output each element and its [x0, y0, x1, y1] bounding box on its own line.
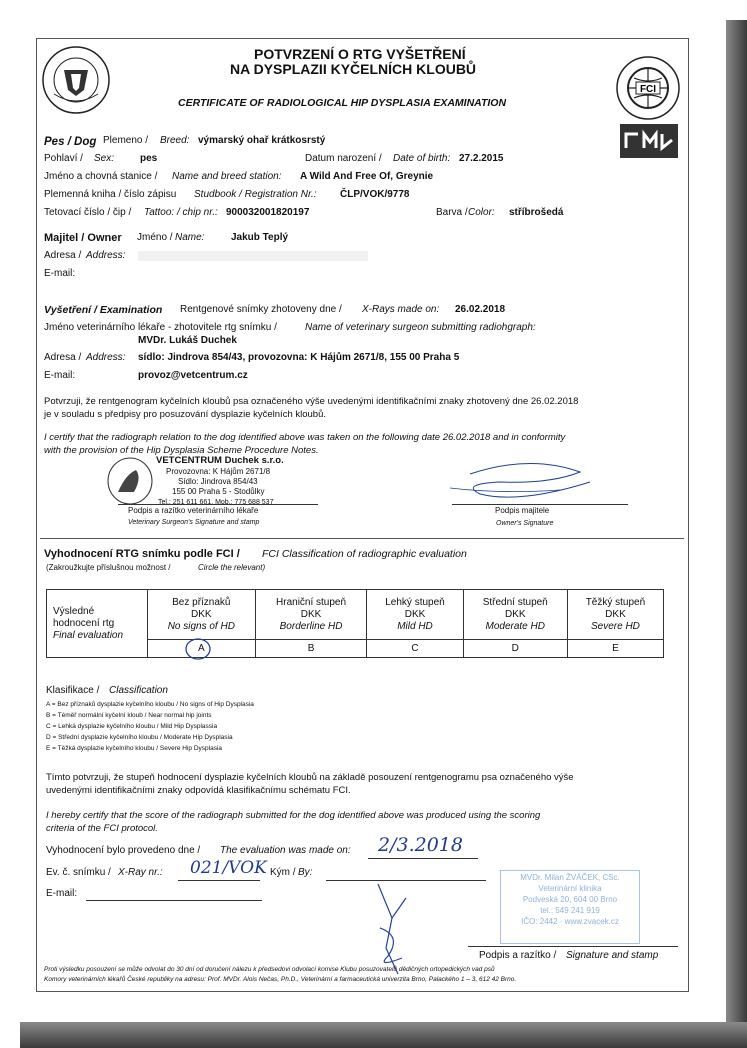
- classification-item-d: D = Střední dysplazie kyčelního kloubu / Moderate Hip Dysplasia: [46, 734, 233, 741]
- row-label-line1: Výsledné: [53, 605, 95, 617]
- by-label-cz: Kým /: [270, 867, 296, 878]
- sex-label-en: Sex:: [94, 153, 115, 164]
- footer-line2: Komory veterinárních lékařů České republiky na adresu: Prof. MVDr. Alois Nečas, Ph.D., Veterinární a farmaceutická univerzita Brno, Palackého 1 – 3, 612 42 Brno.: [44, 976, 517, 983]
- classification-item-e: E = Těžká dysplazie kyčelního kloubu / Severe Hip Dysplasia: [46, 745, 223, 752]
- grade-letter-a: A: [197, 642, 205, 654]
- grade-header-c: Lehký stupeň DKK Mild HD: [367, 590, 463, 640]
- studbook-label-cz: Plemenná kniha / číslo zápisu: [44, 189, 177, 200]
- grade-header-a: Bez příznaků DKK No signs of HD: [148, 590, 256, 640]
- tattoo-label-cz: Tetovací číslo / čip /: [44, 207, 132, 218]
- exam-section-label: Vyšetření / Examination: [44, 304, 163, 316]
- vet-stamp-line2: Provozovna: K Hájům 2671/8: [166, 467, 271, 476]
- breed-label-en: Breed:: [160, 135, 190, 146]
- name-label-cz: Jméno a chovná stanice /: [44, 171, 158, 182]
- evaluator-stamp-line1: MVDr. Milan ŽVÁČEK, CSc.: [520, 873, 620, 882]
- evaluator-signature-label-cz: Podpis a razítko /: [479, 950, 557, 961]
- color-label-en: Color:: [468, 207, 495, 218]
- evaluator-stamp: [500, 870, 640, 942]
- vet-label-cz: Jméno veterinárního lékaře - zhotovitele rtg snímku /: [44, 322, 277, 333]
- owner-name-value: Jakub Teplý: [231, 232, 289, 243]
- section-divider: [40, 538, 684, 539]
- xray-date-value: 26.02.2018: [455, 304, 506, 315]
- evaluated-date-line: [368, 858, 478, 859]
- classification-item-b: B = Téměř normální kyčelní kloub / Near normal hip joints: [46, 712, 212, 719]
- page-shadow-bottom: [20, 1022, 747, 1048]
- evaluator-signature-line: [468, 946, 678, 947]
- xray-label-en: X-Rays made on:: [362, 304, 440, 315]
- evaluator-stamp-line5: IČO: 2442 · www.zvacek.cz: [521, 917, 619, 926]
- classification-title-en: Classification: [109, 685, 168, 696]
- xray-nr-line: [178, 880, 260, 881]
- vet-signature-label-cz: Podpis a razítko veterinárního lékaře: [128, 506, 259, 515]
- vet-stamp-line4: 155 00 Praha 5 - Stodůlky: [172, 487, 265, 496]
- xray-label-cz: Rentgenové snímky zhotoveny dne /: [180, 304, 342, 315]
- grade-letter-b: B: [307, 642, 315, 654]
- evaluator-signature-label-en: Signature and stamp: [566, 950, 659, 961]
- owner-signature-line: [452, 504, 628, 505]
- confirm-en-line2: criteria of the FCI protocol.: [46, 823, 158, 834]
- owner-address-label-cz: Adresa /: [44, 250, 82, 261]
- owner-email-label: E-mail:: [44, 268, 76, 279]
- title-cz-line1: POTVRZENÍ O RTG VYŠETŘENÍ: [254, 46, 466, 62]
- evaluator-signature-scribble: [358, 878, 428, 978]
- grade-letter-d: D: [511, 642, 519, 654]
- confirm-cz-line2: uvedenými identifikačními znaky odpovídá klasifikačnímu schématu FCI.: [46, 785, 351, 796]
- grade-letter-e: E: [612, 642, 619, 654]
- studbook-value: ČLP/VOK/9778: [340, 189, 410, 200]
- dog-name-value: A Wild And Free Of, Greynie: [300, 171, 434, 182]
- xray-nr-label-cz: Ev. č. snímku /: [46, 867, 111, 878]
- vet-name-value: MVDr. Lukáš Duchek: [138, 335, 237, 346]
- title-cz-line2: NA DYSPLAZII KYČELNÍCH KLOUBŮ: [230, 61, 477, 77]
- exam-email-value: provoz@vetcentrum.cz: [138, 370, 248, 381]
- grade-option-e[interactable]: [567, 640, 663, 658]
- exam-address-label-en: Address:: [86, 352, 126, 363]
- owner-address-redacted: [138, 251, 368, 261]
- dob-value: 27.2.2015: [459, 153, 504, 164]
- club-seal-logo: [40, 44, 112, 116]
- owner-signature-label-en: Owner's Signature: [496, 520, 554, 527]
- certify-cz-line2: je v souladu s předpisy pro posuzování dysplazie kyčelních kloubů.: [44, 409, 326, 420]
- breed-label-cz: Plemeno /: [103, 135, 149, 146]
- footer-line1: Proti výsledku posouzení se může odvolat do 30 dní od doručení nálezu k předsedovi odvolací komise Klubu posuzovatelů dědičných ortopedických vad psů: [44, 966, 495, 973]
- grade-header-row: [47, 590, 664, 640]
- grade-table: [46, 589, 664, 658]
- owner-section-label: Majitel / Owner: [44, 232, 122, 244]
- grade-header-e: Těžký stupeň DKK Severe HD: [567, 590, 663, 640]
- vet-signature-label-en: Veterinary Surgeon's Signature and stamp: [128, 519, 260, 526]
- vet-signature-line: [118, 504, 318, 505]
- classification-item-a: A = Bez příznaků dysplazie kyčelního kloubu / No signs of Hip Dysplasia: [46, 701, 254, 708]
- vet-stamp-line5: Tel.: 251 611 661, Mob.: 775 688 537: [158, 499, 274, 506]
- vet-label-en: Name of veterinary surgeon submitting radiohgraph:: [305, 322, 536, 333]
- owner-address-label-en: Address:: [86, 250, 126, 261]
- confirm-en-line1: I hereby certify that the score of the radiograph submitted for the dog identified above was produced using the scoring: [46, 810, 541, 821]
- sex-value: pes: [140, 153, 158, 164]
- confirm-cz-line1: Tímto potvrzuji, že stupeň hodnocení dysplazie kyčelních kloubů na základě posouzení rentgenogramu psa označeného výše: [46, 772, 574, 783]
- title-en: CERTIFICATE OF RADIOLOGICAL HIP DYSPLASIA EXAMINATION: [178, 97, 507, 109]
- dob-label-en: Date of birth:: [393, 153, 451, 164]
- grade-option-a[interactable]: [148, 640, 256, 658]
- vet-stamp-emblem: [106, 456, 154, 506]
- certify-en-line1: I certify that the radiograph relation to the dog identified above was taken on the following date 26.02.2018 and in conformity: [44, 432, 566, 443]
- exam-address-label-cz: Adresa /: [44, 352, 82, 363]
- evaluation-title-cz: Vyhodnocení RTG snímku podle FCI /: [44, 548, 240, 560]
- evaluator-stamp-line4: tel.: 549 241 919: [540, 906, 600, 915]
- fci-logo: [614, 54, 682, 122]
- classification-item-c: C = Lehká dysplazie kyčelního kloubu / Mild Hip Dysplassia: [46, 723, 218, 730]
- owner-name-label-cz: Jméno /: [137, 232, 173, 243]
- evaluated-date-handwritten: 2/3.2018: [378, 834, 463, 856]
- exam-address-value: sídlo: Jindrova 854/43, provozovna: K Hájům 2671/8, 155 00 Praha 5: [138, 352, 460, 363]
- xray-nr-handwritten: 021/VOK: [190, 858, 267, 878]
- breed-value: výmarský ohař krátkosrstý: [198, 135, 326, 146]
- exam-email-label: E-mail:: [44, 370, 76, 381]
- page-shadow-right: [726, 20, 747, 1048]
- evaluated-email-line: [86, 900, 262, 901]
- xray-nr-label-en: X-Ray nr.:: [118, 867, 163, 878]
- row-label-en: Final evaluation: [53, 629, 124, 641]
- evaluated-label-cz: Vyhodnocení bylo provedeno dne /: [46, 845, 201, 856]
- grade-option-b[interactable]: [255, 640, 367, 658]
- evaluated-email-label: E-mail:: [46, 888, 78, 899]
- certify-en-line2: with the provision of the Hip Dysplasia Scheme Procedure Notes.: [44, 445, 319, 456]
- studbook-label-en: Studbook / Registration Nr.:: [194, 189, 317, 200]
- grade-header-d: Střední stupeň DKK Moderate HD: [463, 590, 567, 640]
- cmku-logo: [620, 124, 678, 158]
- dob-label-cz: Datum narození /: [305, 153, 382, 164]
- evaluated-label-en: The evaluation was made on:: [220, 845, 351, 856]
- certify-cz-line1: Potvrzuji, že rentgenogram kyčelních kloubů psa označeného výše uvedenými identifikačními znaky zhotovený dne 26.02.2018: [44, 396, 579, 407]
- vet-stamp-line1: VETCENTRUM Duchek s.r.o.: [156, 455, 284, 466]
- dog-section-label: Pes / Dog: [44, 136, 97, 148]
- grade-header-b: Hraniční stupeň DKK Borderline HD: [255, 590, 367, 640]
- grade-option-c[interactable]: [367, 640, 463, 658]
- color-label-cz: Barva /: [436, 207, 468, 218]
- final-evaluation-cell: [47, 590, 148, 658]
- selected-grade-circle: [184, 637, 212, 661]
- owner-signature-label-cz: Podpis majitele: [495, 506, 550, 515]
- evaluation-subtitle-en: Circle the relevant): [198, 563, 266, 572]
- classification-title-cz: Klasifikace /: [46, 685, 100, 696]
- owner-name-label-en: Name:: [175, 232, 205, 243]
- row-label-line2: hodnocení rtg: [53, 617, 115, 629]
- evaluation-title-en: FCI Classification of radiographic evaluation: [262, 548, 467, 560]
- evaluator-stamp-line3: Podveská 20, 604 00 Brno: [522, 895, 618, 904]
- sex-label-cz: Pohlaví /: [44, 153, 83, 164]
- fci-logo-text: FCI: [639, 84, 657, 95]
- tattoo-value: 900032001820197: [226, 207, 310, 218]
- tattoo-label-en: Tattoo: / chip nr.:: [144, 207, 218, 218]
- color-value: stříbrošedá: [509, 207, 564, 218]
- grade-option-d[interactable]: [463, 640, 567, 658]
- evaluator-stamp-line2: Veterinární klinika: [538, 884, 602, 893]
- grade-letter-c: C: [411, 642, 419, 654]
- evaluation-subtitle-cz: (Zakroužkujte příslušnou možnost /: [46, 563, 171, 572]
- by-label-en: By:: [298, 867, 313, 878]
- owner-signature-scribble: [440, 454, 610, 514]
- name-label-en: Name and breed station:: [172, 171, 282, 182]
- vet-stamp-line3: Sídlo: Jindrova 854/43: [178, 477, 258, 486]
